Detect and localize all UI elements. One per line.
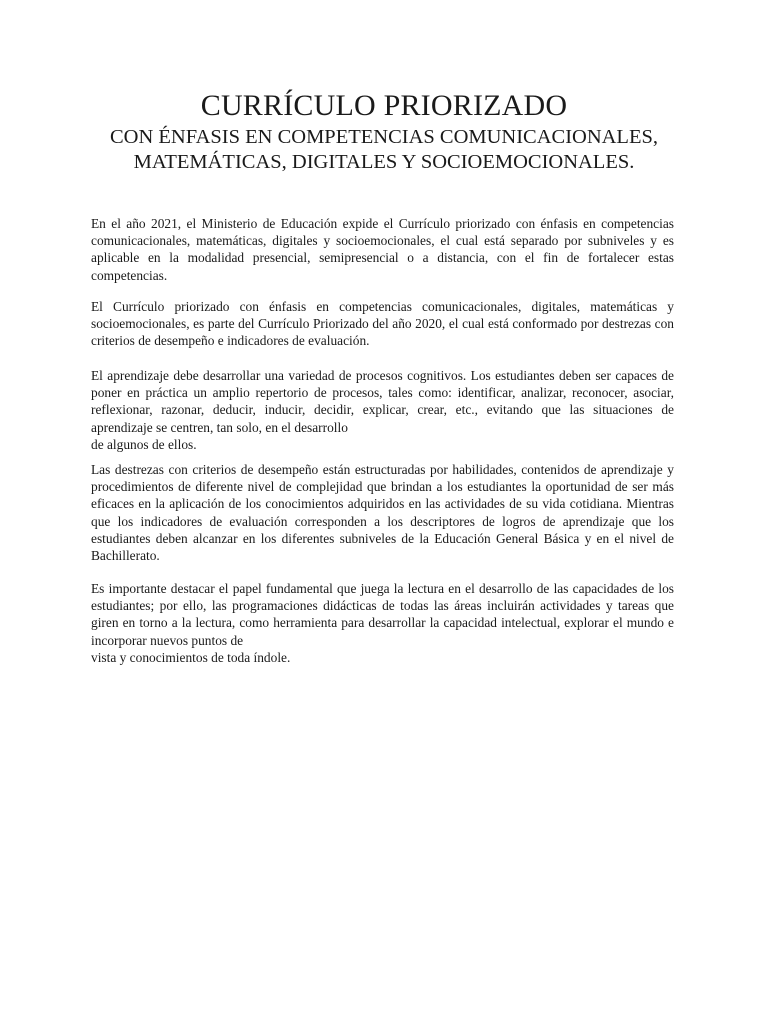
document-title: CURRÍCULO PRIORIZADO xyxy=(200,89,568,122)
paragraph-2: El Currículo priorizado con énfasis en competencias comunicacionales, digitales, matemáticas y socioemocionales, es parte del Currículo Priorizado del año 2020, el cual está conformado por destrezas con criterios de desempeño e indicadores de evaluación. xyxy=(91,299,674,349)
paragraph-3-main-text: El aprendizaje debe desarrollar una variedad de procesos cognitivos. Los estudiantes deben ser capaces de poner en práctica un amplio repertorio de procesos, tales como: identificar, analizar, reconocer, asociar, reflexionar, razonar, deducir, inducir, decidir, explicar, crear, etc., evitando que las situaciones de aprendizaje se centren, tan solo, en el desarrollo xyxy=(91,368,674,435)
paragraph-3 xyxy=(91,367,674,453)
document-subtitle: CON ÉNFASIS EN COMPETENCIAS COMUNICACIONALES, MATEMÁTICAS, DIGITALES Y SOCIOEMOCIONALES. xyxy=(109,126,659,173)
paragraph-3-last-line: de algunos de ellos. xyxy=(91,436,197,452)
paragraph-5-main-text: Es importante destacar el papel fundamental que juega la lectura en el desarrollo de las capacidades de los estudiantes; por ello, las programaciones didácticas de todas las áreas incluirán actividades y tareas que giren en torno a la lectura, como herramienta para desarrollar la capacidad intelectual, explorar el mundo e incorporar nuevos puntos de xyxy=(91,581,674,648)
paragraph-4: Las destrezas con criterios de desempeño están estructuradas por habilidades, contenidos de aprendizaje y procedimientos de diferente nivel de complejidad que brindan a los estudiantes la oportunidad de ser más eficaces en la aplicación de los conocimientos adquiridos en las actividades de su vida cotidiana. Mientras que los indicadores de evaluación corresponden a los descriptores de logros de aprendizaje que los estudiantes deben alcanzar en los diferentes subniveles de la Educación General Básica y en el nivel de Bachillerato. xyxy=(91,462,674,564)
paragraph-5-last-line: vista y conocimientos de toda índole. xyxy=(91,649,291,665)
paragraph-1: En el año 2021, el Ministerio de Educación expide el Currículo priorizado con énfasis en competencias comunicacionales, matemáticas, digitales y socioemocionales, el cual está separado por subniveles y es aplicable en la modalidad presencial, semipresencial o a distancia, con el fin de fortalecer estas competencias. xyxy=(91,216,674,283)
paragraph-5 xyxy=(91,580,674,666)
